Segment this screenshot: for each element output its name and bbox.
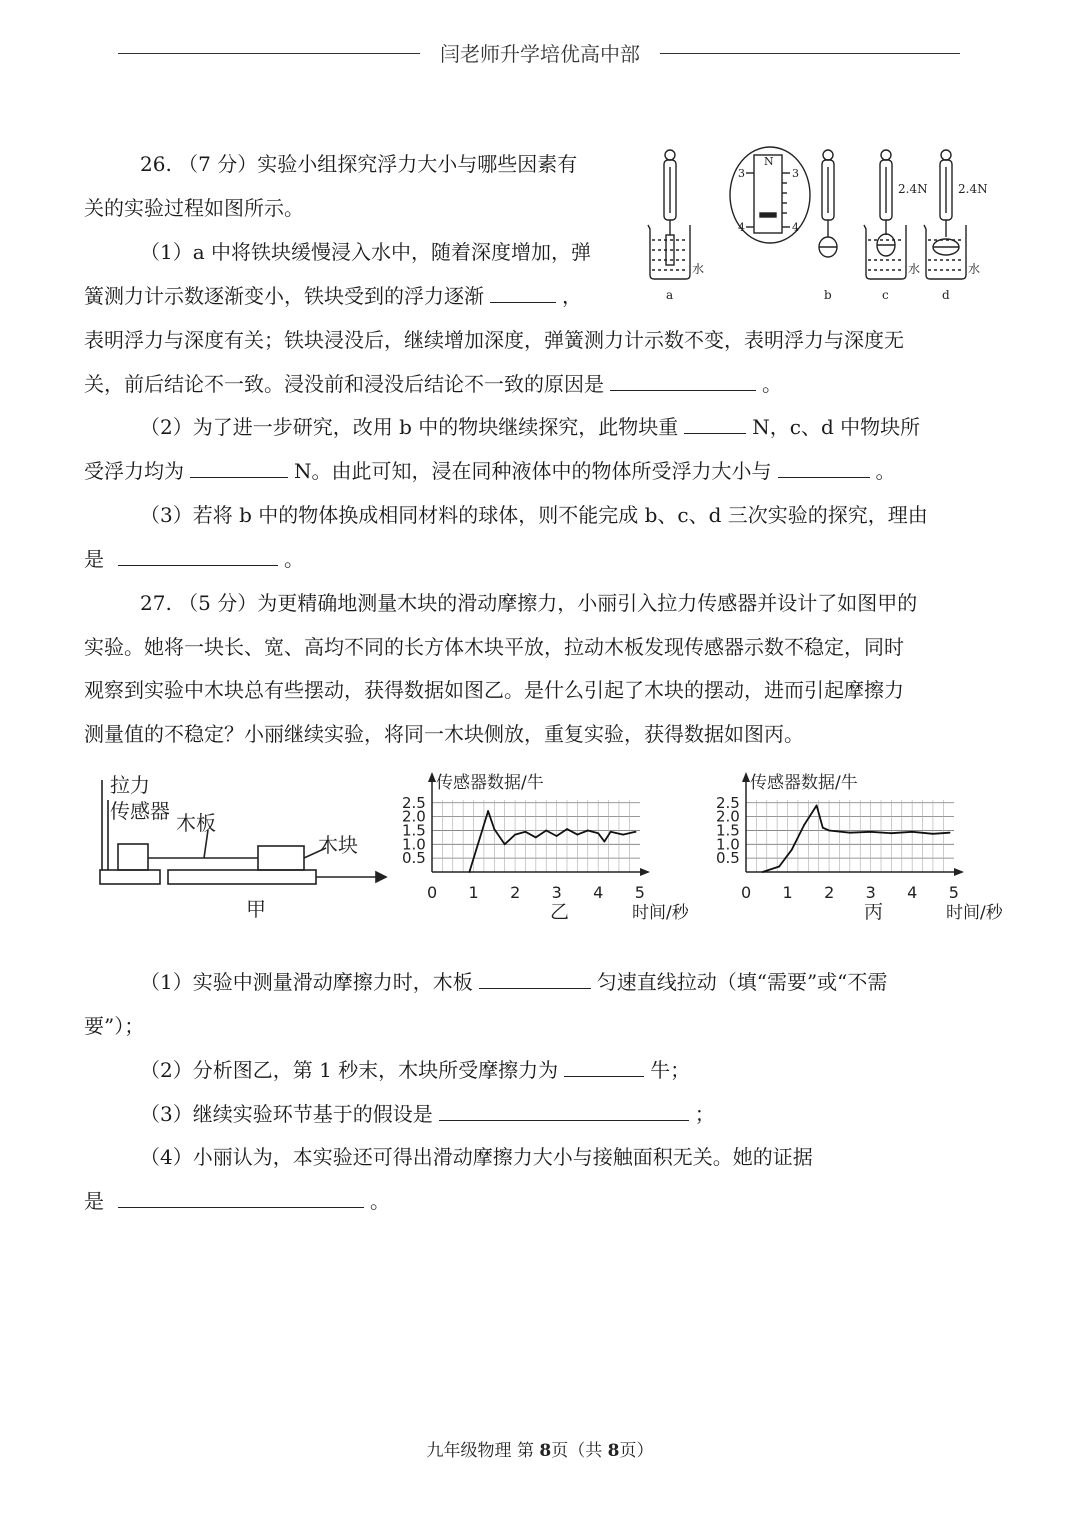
y-axis-label: 传感器数据/牛 bbox=[436, 773, 544, 793]
data-point bbox=[556, 835, 558, 837]
zoom-tick-3-right: 3 bbox=[792, 167, 799, 180]
footer-total: 8 bbox=[607, 1441, 620, 1461]
x-tick-label: 5 bbox=[634, 883, 645, 902]
label-b: b bbox=[824, 288, 832, 302]
data-point bbox=[493, 828, 495, 830]
zoom-unit: N bbox=[764, 155, 774, 168]
data-point bbox=[622, 834, 624, 836]
x-axis-arrow bbox=[954, 868, 964, 876]
q26-part2-line2-mid: N。由此可知，浸在同种液体中的物体所受浮力大小与 bbox=[294, 459, 772, 483]
q27-part4-line2 bbox=[84, 1187, 390, 1215]
header-title: 闫老师升学培优高中部 bbox=[440, 42, 640, 66]
data-point bbox=[870, 831, 872, 833]
y-tick-label: 2.0 bbox=[716, 807, 740, 826]
q26-part2-line2-text: 受浮力均为 bbox=[84, 459, 184, 483]
x-tick-label: 1 bbox=[782, 883, 793, 902]
label-d: d bbox=[942, 288, 950, 302]
q26-part3-line2-text: 是 bbox=[84, 547, 104, 571]
q26-part1-line2-end: ， bbox=[562, 284, 582, 308]
wood-board bbox=[168, 870, 316, 884]
q27-stem-line2: 实验。她将一块长、宽、高均不同的长方体木块平放，拉动木板发现传感器示数不稳定，同时 bbox=[84, 635, 904, 659]
x-axis-arrow bbox=[640, 868, 650, 876]
data-point bbox=[762, 871, 764, 873]
q26-blank-2[interactable] bbox=[610, 372, 756, 391]
data-point bbox=[791, 849, 793, 851]
footer-text-b: 页（共 bbox=[551, 1441, 608, 1461]
data-point bbox=[566, 828, 568, 830]
data-point bbox=[635, 831, 637, 833]
data-point bbox=[610, 831, 612, 833]
q26-blank-4[interactable] bbox=[190, 459, 288, 478]
data-point bbox=[949, 832, 951, 834]
q27-part3-text: （3）继续实验环节基于的假设是 bbox=[140, 1102, 433, 1126]
data-point bbox=[911, 831, 913, 833]
label-board: 木板 bbox=[176, 811, 216, 835]
q27-stem-line4: 测量值的不稳定？小丽继续实验，将同一木块侧放，重复实验，获得数据如图丙。 bbox=[84, 722, 804, 746]
q27-part3 bbox=[140, 1100, 715, 1128]
data-point bbox=[487, 810, 489, 812]
zoom-tick-4-right: 4 bbox=[792, 221, 799, 234]
data-point bbox=[535, 836, 537, 838]
data-point bbox=[597, 832, 599, 834]
chart-caption: 乙 bbox=[550, 901, 570, 923]
label-water-a: 水 bbox=[692, 262, 705, 276]
q26-part1-line4 bbox=[84, 370, 782, 398]
x-axis-label: 时间/秒 bbox=[632, 903, 689, 923]
data-point bbox=[890, 832, 892, 834]
y-tick-label: 2.5 bbox=[716, 793, 740, 812]
spring-scale-b bbox=[819, 150, 837, 257]
label-c: c bbox=[882, 288, 889, 302]
q27-part1-text: （1）实验中测量滑动摩擦力时，木板 bbox=[140, 970, 473, 994]
spring-scale-d bbox=[933, 150, 959, 255]
x-axis-label: 时间/秒 bbox=[946, 903, 1003, 923]
q26-part3-line2-end: 。 bbox=[284, 547, 304, 571]
q27-part2-end: 牛； bbox=[650, 1058, 691, 1082]
x-tick-label: 4 bbox=[593, 883, 604, 902]
q26-blank-1[interactable] bbox=[490, 284, 556, 303]
q27-part4-text: 是 bbox=[84, 1189, 104, 1213]
q26-part2-line1 bbox=[140, 413, 920, 441]
label-block: 木块 bbox=[318, 833, 358, 857]
chart-bing bbox=[716, 768, 1006, 930]
data-point bbox=[803, 824, 805, 826]
q26-blank-6[interactable] bbox=[118, 547, 278, 566]
force-sensor bbox=[118, 844, 148, 870]
y-axis-arrow bbox=[428, 772, 436, 782]
q26-part3-line2 bbox=[84, 545, 304, 573]
q26-part2-line2-end: 。 bbox=[875, 459, 896, 483]
q26-part1-line4-text: 关，前后结论不一致。浸没前和浸没后结论不一致的原因是 bbox=[84, 372, 604, 396]
label-reading-d: 2.4N bbox=[958, 182, 988, 196]
apparatus-figure bbox=[96, 770, 396, 930]
y-tick-label: 1.0 bbox=[402, 835, 426, 854]
beaker-d bbox=[924, 225, 966, 279]
spring-scale-a bbox=[664, 150, 676, 265]
x-tick-label: 3 bbox=[551, 883, 562, 902]
q26-part2-line1-end: N，c、d 中物块所 bbox=[752, 415, 921, 439]
data-point bbox=[822, 827, 824, 829]
x-tick-label: 1 bbox=[468, 883, 479, 902]
label-reading-c: 2.4N bbox=[898, 182, 928, 196]
q27-part3-end: ； bbox=[694, 1102, 715, 1126]
q26-part2-line1-text: （2）为了进一步研究，改用 b 中的物块继续探究，此物块重 bbox=[140, 415, 679, 439]
chart-caption: 丙 bbox=[864, 901, 884, 923]
header-rule-right bbox=[660, 53, 960, 54]
data-point bbox=[525, 831, 527, 833]
y-tick-label: 0.5 bbox=[402, 849, 426, 868]
data-point bbox=[468, 871, 470, 873]
q27-stem-line3: 观察到实验中木块总有些摆动，获得数据如图乙。是什么引起了木块的摆动，进而引起摩擦力 bbox=[84, 678, 904, 702]
y-tick-label: 2.5 bbox=[402, 793, 426, 812]
q26-stem-line1: 26. （7 分）实验小组探究浮力大小与哪些因素有 bbox=[140, 152, 578, 176]
q26-blank-3[interactable] bbox=[684, 415, 746, 434]
x-tick-label: 3 bbox=[865, 883, 876, 902]
q27-part4-end: 。 bbox=[370, 1189, 390, 1213]
q27-blank-3[interactable] bbox=[439, 1102, 689, 1121]
data-point bbox=[932, 833, 934, 835]
q27-stem-line1: 27. （5 分）为更精确地测量木块的滑动摩擦力，小丽引入拉力传感器并设计了如图甲的 bbox=[140, 591, 918, 615]
q26-part1-line1: （1）a 中将铁块缓慢浸入水中，随着深度增加，弹 bbox=[140, 240, 592, 264]
y-tick-label: 1.5 bbox=[716, 821, 740, 840]
q27-blank-2[interactable] bbox=[564, 1058, 644, 1077]
beaker-a bbox=[648, 225, 690, 279]
beaker-c bbox=[864, 225, 906, 279]
q26-figure bbox=[640, 145, 1000, 310]
q26-part1-line3: 表明浮力与深度有关；铁块浸没后，继续增加深度，弹簧测力计示数不变，表明浮力与深度无 bbox=[84, 328, 904, 352]
q27-part4-line1: （4）小丽认为，本实验还可得出滑动摩擦力大小与接触面积无关。她的证据 bbox=[140, 1145, 813, 1169]
label-sensor-line2: 传感器 bbox=[110, 799, 170, 823]
x-tick-label: 2 bbox=[824, 883, 835, 902]
x-tick-label: 4 bbox=[907, 883, 918, 902]
q26-part1-line4-end: 。 bbox=[762, 372, 782, 396]
page-header bbox=[118, 38, 960, 68]
x-tick-label: 5 bbox=[948, 883, 959, 902]
data-point bbox=[816, 805, 818, 807]
q27-blank-4[interactable] bbox=[118, 1189, 364, 1208]
label-sensor-line1: 拉力 bbox=[110, 773, 150, 797]
q27-part2-text: （2）分析图乙，第 1 秒末，木块所受摩擦力为 bbox=[140, 1058, 559, 1082]
wood-block bbox=[258, 846, 304, 870]
data-line bbox=[763, 806, 950, 873]
q26-part2-line2 bbox=[84, 457, 896, 485]
q26-part1-line2-text: 簧测力计示数逐渐变小，铁块受到的浮力逐渐 bbox=[84, 284, 484, 308]
y-tick-label: 1.5 bbox=[402, 821, 426, 840]
q27-part2 bbox=[140, 1056, 690, 1084]
footer-text-c: 页） bbox=[619, 1441, 654, 1461]
label-a: a bbox=[666, 288, 674, 302]
q27-part1-end: 匀速直线拉动（填“需要”或“不需 bbox=[596, 970, 888, 994]
y-axis-arrow bbox=[742, 772, 750, 782]
x-tick-label: 0 bbox=[427, 883, 438, 902]
x-tick-label: 0 bbox=[741, 883, 752, 902]
label-water-d: 水 bbox=[968, 262, 981, 276]
q26-blank-5[interactable] bbox=[778, 459, 870, 478]
q26-stem-line2: 关的实验过程如图所示。 bbox=[84, 196, 304, 220]
q26-part3-line1: （3）若将 b 中的物体换成相同材料的球体，则不能完成 b、c、d 三次实验的探究，理由 bbox=[140, 503, 928, 527]
q27-part1-line2: 要”）； bbox=[84, 1014, 145, 1038]
x-tick-label: 2 bbox=[510, 883, 521, 902]
chart-yi bbox=[402, 768, 722, 930]
y-axis-label: 传感器数据/牛 bbox=[750, 773, 858, 793]
data-point bbox=[587, 830, 589, 832]
caption-jia: 甲 bbox=[246, 897, 266, 921]
data-point bbox=[576, 834, 578, 836]
header-rule-left bbox=[118, 53, 420, 54]
q27-part1-line1 bbox=[140, 968, 887, 996]
data-point bbox=[603, 841, 605, 843]
y-tick-label: 1.0 bbox=[716, 835, 740, 854]
data-point bbox=[778, 866, 780, 868]
data-point bbox=[504, 843, 506, 845]
data-point bbox=[849, 832, 851, 834]
footer-text-a: 九年级物理 第 bbox=[426, 1441, 540, 1461]
zoom-tick-4-left: 4 bbox=[738, 221, 745, 234]
label-water-c: 水 bbox=[908, 262, 921, 276]
footer-page: 8 bbox=[539, 1441, 552, 1461]
y-tick-label: 0.5 bbox=[716, 849, 740, 868]
zoom-tick-3-left: 3 bbox=[738, 167, 745, 180]
page-footer bbox=[0, 1436, 1080, 1461]
data-point bbox=[514, 834, 516, 836]
data-point bbox=[545, 830, 547, 832]
q27-blank-1[interactable] bbox=[479, 970, 591, 989]
y-tick-label: 2.0 bbox=[402, 807, 426, 826]
q26-part1-line2 bbox=[84, 282, 582, 310]
data-point bbox=[828, 830, 830, 832]
